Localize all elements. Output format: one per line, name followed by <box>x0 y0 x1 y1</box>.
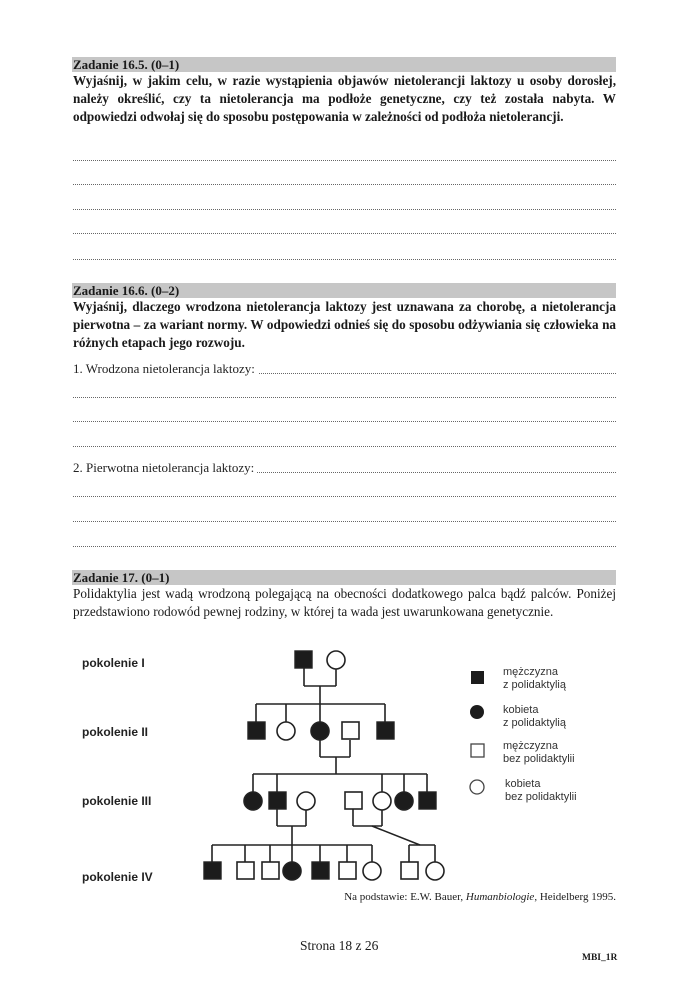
affected-female-symbol <box>244 792 262 810</box>
legend-line: z polidaktylią <box>503 679 566 691</box>
affected-male-symbol <box>419 792 436 809</box>
affected-female-symbol <box>395 792 413 810</box>
part-1-label: 1. Wrodzona nietolerancja laktozy: <box>73 361 258 377</box>
unaffected-male-symbol <box>345 792 362 809</box>
affected-female-symbol <box>283 862 301 880</box>
legend-line: mężczyzna <box>503 666 559 678</box>
affected-female-symbol <box>311 722 329 740</box>
page-number: Strona 18 z 26 <box>300 938 379 953</box>
unaffected-female-symbol <box>277 722 295 740</box>
legend-unaffected-male <box>503 740 575 766</box>
legend-line: bez polidaktylii <box>503 753 575 765</box>
legend-line: kobieta <box>503 704 539 716</box>
unaffected-female-symbol <box>327 651 345 669</box>
task-16-6-header: Zadanie 16.6. (0–2) <box>72 283 616 298</box>
unaffected-female-symbol <box>426 862 444 880</box>
affected-male-symbol <box>269 792 286 809</box>
generation-label-2: pokolenie II <box>82 725 149 739</box>
unaffected-female-symbol <box>297 792 315 810</box>
affected-male-symbol <box>204 862 221 879</box>
unaffected-male-symbol <box>262 862 279 879</box>
unaffected-male-symbol <box>401 862 418 879</box>
affected-male-symbol <box>295 651 312 668</box>
affected-male-symbol <box>377 722 394 739</box>
legend-unaffected-female <box>505 778 577 804</box>
legend-line: z polidaktylią <box>503 717 566 729</box>
task-16-6-prompt: Wyjaśnij, dlaczego wrodzona nietolerancja laktozy jest uznawana za chorobę, a nietolerancja pierwotna – za wariant normy. W odpowiedzi odnieś się do sposobu odżywiania się człowieka na różnych etapach jego rozwoju. <box>73 299 616 350</box>
affected-male-symbol <box>312 862 329 879</box>
unaffected-female-symbol <box>363 862 381 880</box>
legend-open-circle-icon <box>470 780 484 794</box>
part-2-label: 2. Pierwotna nietolerancja laktozy: <box>73 460 257 476</box>
legend-affected-female <box>503 704 566 730</box>
unaffected-male-symbol <box>339 862 356 879</box>
affected-male-symbol <box>248 722 265 739</box>
task-17-prompt: Polidaktylia jest wadą wrodzoną polegającą na obecności dodatkowego palca bądź palców. Poniżej przedstawiono rodowód pewnej rodziny, w której ta wada jest uwarunkowana genetycznie. <box>73 586 616 619</box>
task-17-header: Zadanie 17. (0–1) <box>72 570 616 585</box>
unaffected-female-symbol <box>373 792 391 810</box>
legend-filled-square-icon <box>471 671 484 684</box>
unaffected-male-symbol <box>237 862 254 879</box>
source-title: Humanbiologie <box>465 891 535 903</box>
task-16-5-prompt: Wyjaśnij, w jakim celu, w razie wystąpienia objawów nietolerancji laktozy u osoby dorosłej, należy określić, czy ta nietolerancja ma podłoże genetyczne, czy też została nabyta. W odpowiedzi odwołaj się do sposobu postępowania w zależności od podłoża nietolerancji. <box>73 73 616 124</box>
source-suffix: , Heidelberg 1995. <box>534 891 616 903</box>
exam-code: MBI_1R <box>582 953 618 963</box>
legend-affected-male <box>503 666 566 692</box>
generation-label-1: pokolenie I <box>82 656 145 670</box>
legend-line: mężczyzna <box>503 740 559 752</box>
task-16-5-header: Zadanie 16.5. (0–1) <box>72 57 616 72</box>
generation-label-4: pokolenie IV <box>82 870 153 884</box>
source-prefix: Na podstawie: E.W. Bauer, <box>344 891 466 903</box>
source-citation <box>300 891 616 903</box>
legend-filled-circle-icon <box>470 705 484 719</box>
generation-label-3: pokolenie III <box>82 794 152 808</box>
legend-line: bez polidaktylii <box>505 791 577 803</box>
unaffected-male-symbol <box>342 722 359 739</box>
legend-open-square-icon <box>471 744 484 757</box>
legend-line: kobieta <box>505 778 541 790</box>
